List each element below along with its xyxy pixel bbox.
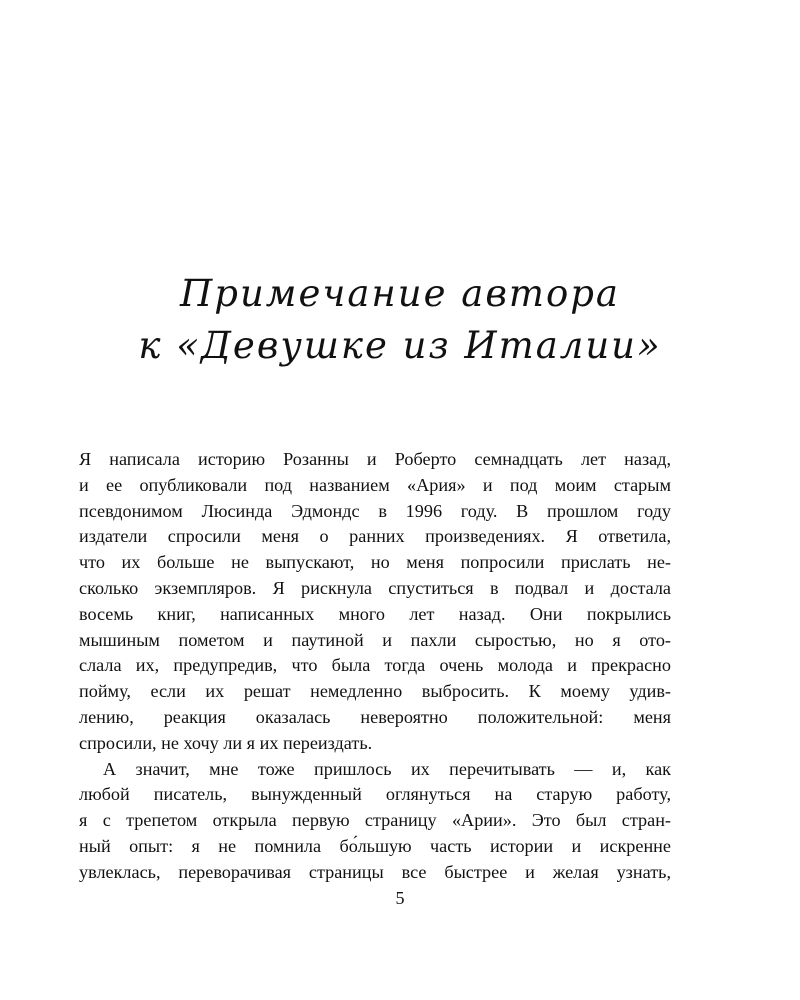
page-number: 5 (395, 888, 405, 908)
text-line: восемь книг, написанных много лет назад. Они покрылись (79, 603, 671, 624)
text-line: сколько экземпляров. Я рискнула спуститься в подвал и достала (79, 577, 671, 598)
text-line: А значит, мне тоже пришлось их перечитывать — и, как (103, 758, 671, 779)
text-line: я с трепетом открыла первую страницу «Арии». Это был стран- (79, 810, 671, 831)
chapter-heading (0, 268, 800, 372)
text-line: Я написала историю Розанны и Роберто семнадцать лет назад, (79, 449, 671, 469)
chapter-heading-line-1: Примечание автора (180, 272, 620, 315)
text-line: увлеклась, переворачивая страницы все быстрее и желая узнать, (79, 861, 671, 882)
text-line: издатели спросили меня о ранних произведениях. Я ответила, (79, 526, 671, 547)
text-line: спросили, не хочу ли я их переиздать. (79, 732, 373, 753)
text-line: пойму, если их решат немедленно выбросить. К моему удив- (79, 681, 671, 702)
text-line: лению, реакция оказалась невероятно положительной: меня (79, 706, 671, 727)
text-line: что их больше не выпускают, но меня попросили прислать не- (79, 552, 671, 573)
text-line: мышиным пометом и паутиной и пахли сыростью, но я ото- (79, 629, 671, 650)
paragraph-2 (79, 757, 671, 886)
text-line: и ее опубликовали под названием «Ария» и под моим старым (79, 474, 671, 495)
text-line: ный опыт: я не помнила бо́льшую часть истории и искренне (79, 835, 671, 856)
body-text (79, 447, 671, 886)
chapter-heading-line-2: к «Девушке из Италии» (138, 324, 662, 367)
text-line: слала их, предупредив, что была тогда очень молода и прекрасно (79, 655, 671, 676)
text-line: любой писатель, вынужденный оглянуться на старую работу, (79, 784, 671, 805)
paragraph-1 (79, 447, 671, 757)
text-line: псевдонимом Люсинда Эдмондс в 1996 году. В прошлом году (79, 500, 671, 521)
